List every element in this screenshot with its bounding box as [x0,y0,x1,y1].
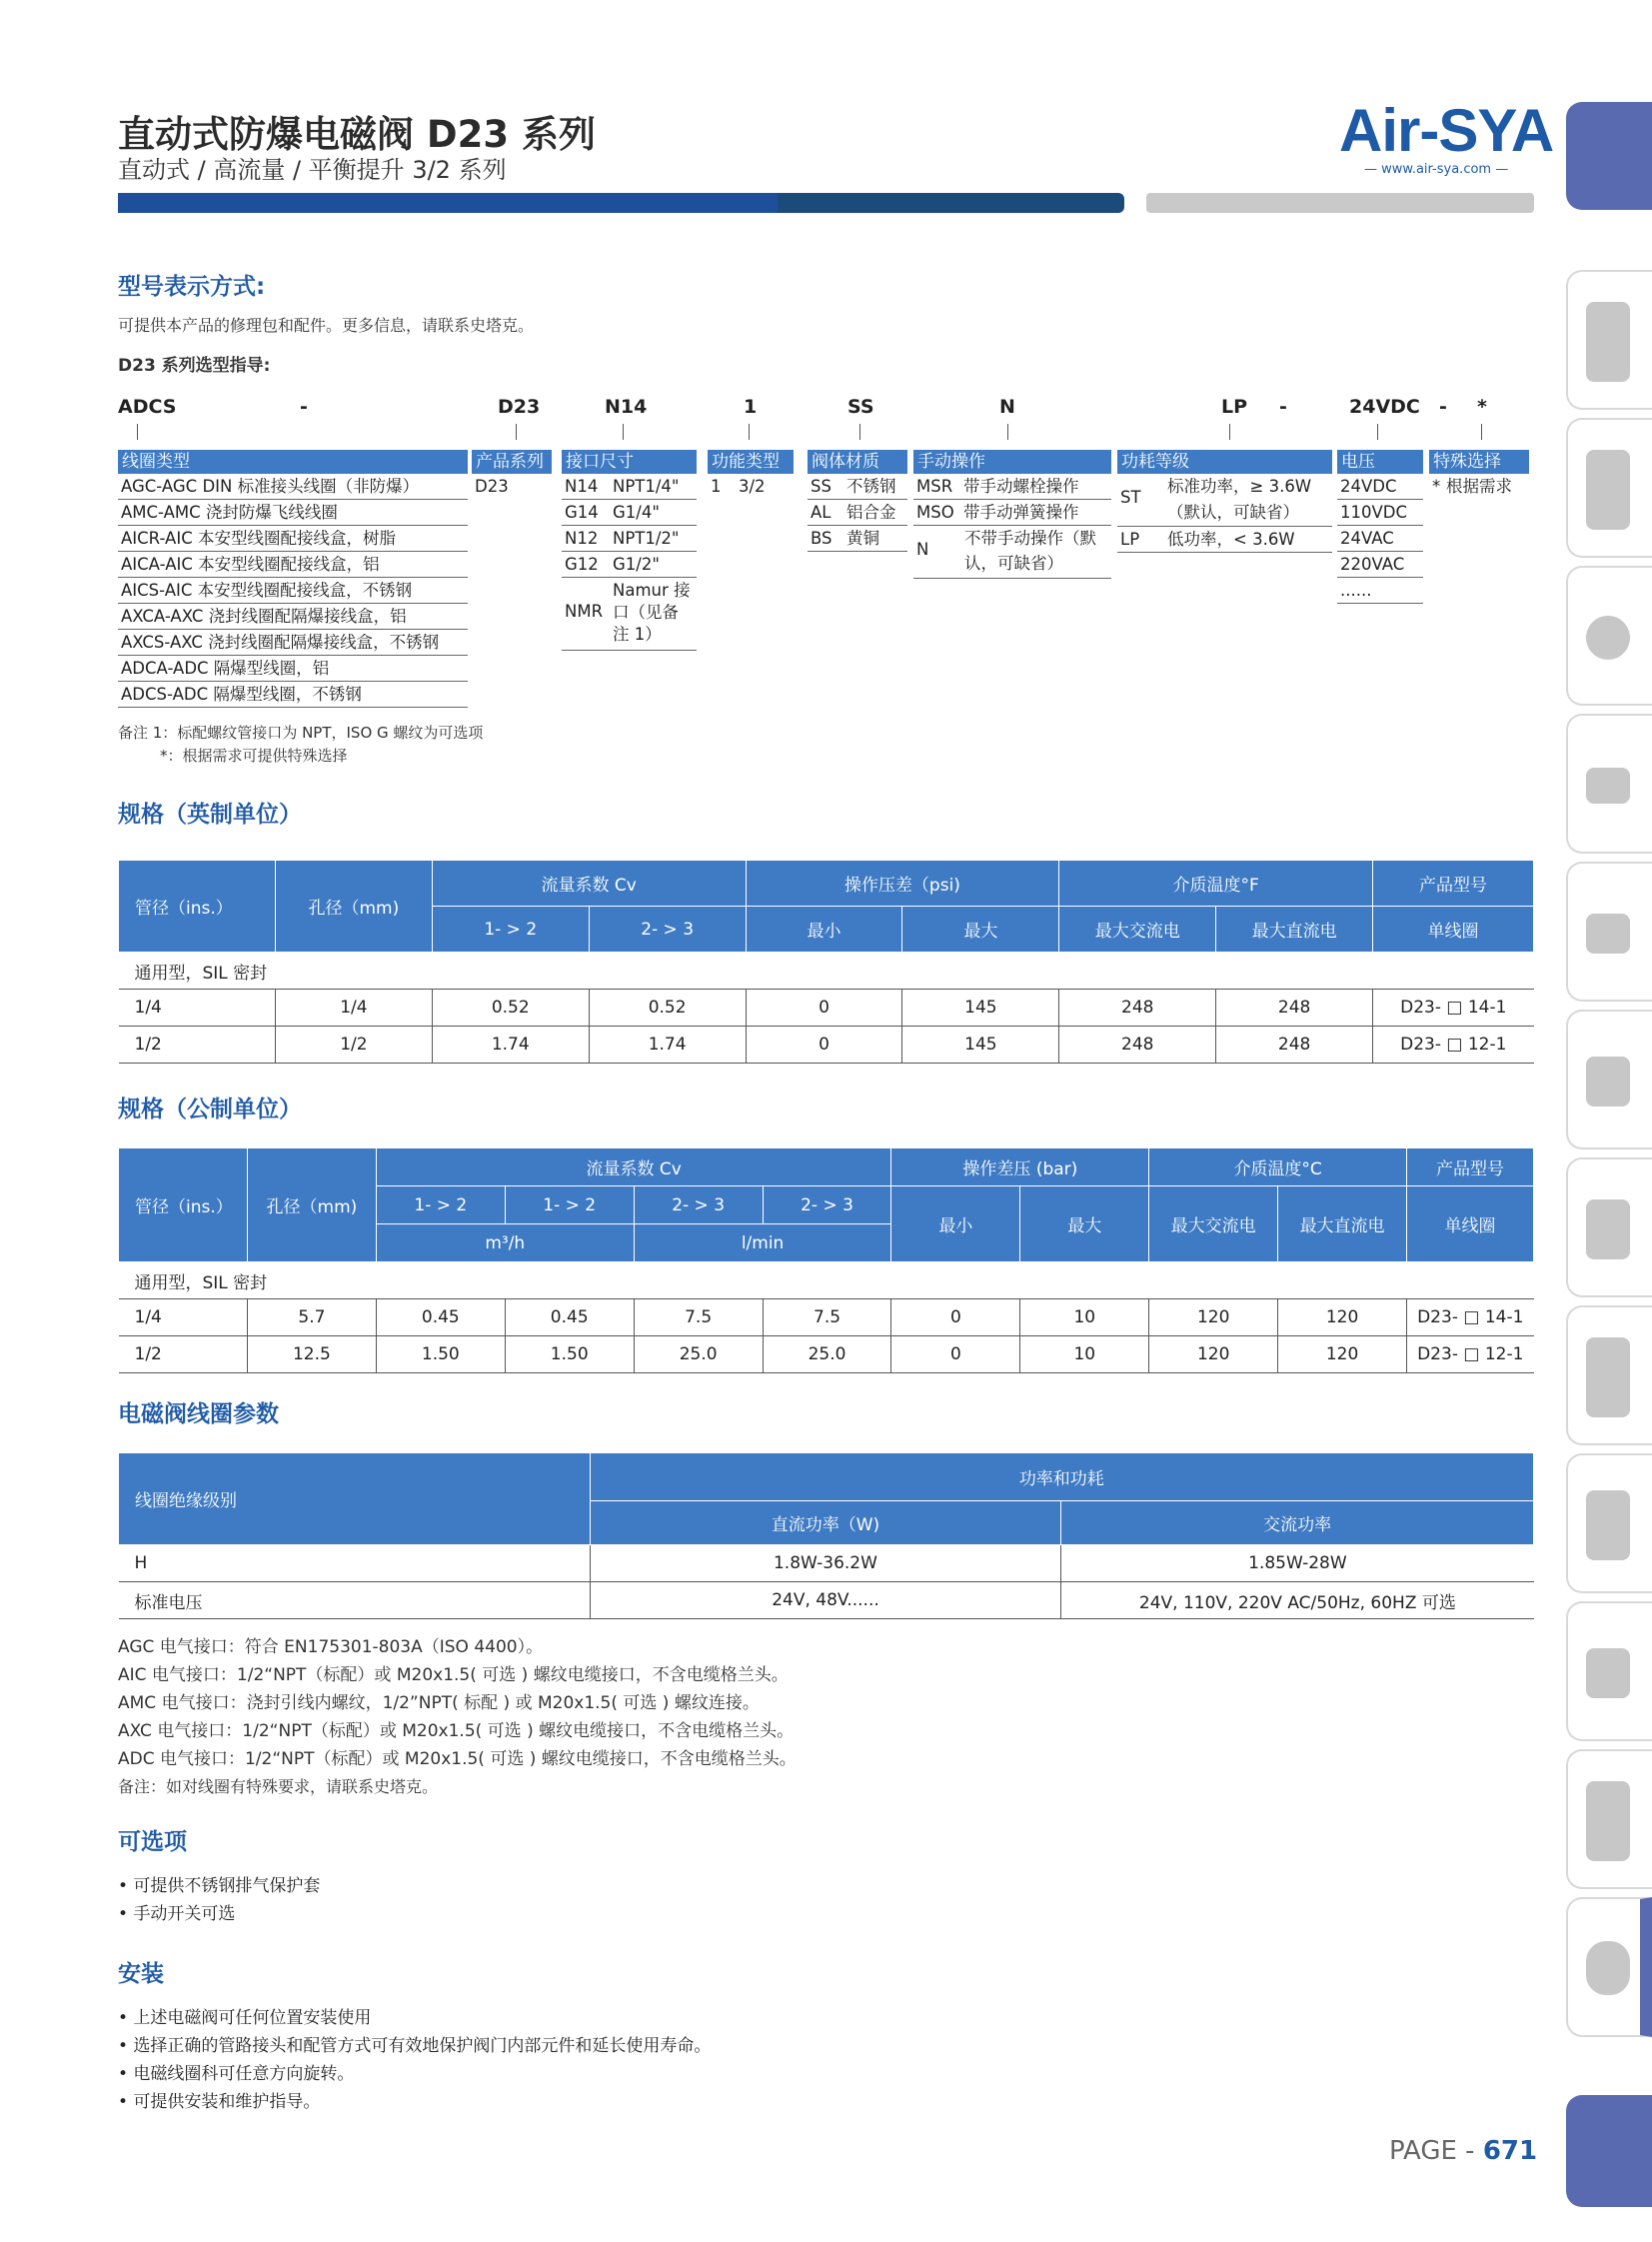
options-item: • 手动开关可选 [118,1904,236,1924]
sub-header: 最大交流电 [1059,907,1216,953]
port-row: N12 NPT1/2" [562,526,697,552]
code-body: SS [847,396,874,418]
model-note: *：根据需求可提供特殊选择 [160,747,348,765]
voltage-row: 24VDC [1337,474,1423,500]
side-tab-fitting[interactable] [1566,1601,1652,1741]
series-column [472,450,552,500]
header-bar-accent [778,193,1124,213]
side-tab-lubricator[interactable] [1566,418,1652,558]
side-tab-actuator[interactable] [1566,862,1652,1002]
explosion-proof-valve-icon [1586,1941,1630,1995]
code-dash: - [1439,396,1447,418]
port-header: 接口尺寸 [562,450,697,474]
filter-icon [1586,302,1630,382]
install-item: • 上述电磁阀可任何位置安装使用 [118,2008,372,2028]
side-tab-solenoid[interactable] [1566,1157,1652,1297]
tick [749,424,750,440]
col-ac-power: 交流功率 [1061,1501,1534,1545]
header-bar-gray [1146,193,1534,213]
body-material-row: BS 黄铜 [808,526,907,552]
series-row: D23 [475,477,509,496]
function-column [708,450,794,500]
tick [1481,424,1482,440]
tick [137,424,138,440]
table-row: 1/4 1/4 0.52 0.52 0 145 248 248 D23- □ 14-1 [119,990,1534,1027]
code-voltage: 24VDC [1349,396,1420,418]
coil-note: AMC 电气接口：浇封引线内螺纹，1/2”NPT( 标配 ) 或 M20x1.5( 可选 ) 螺纹连接。 [118,1693,760,1713]
coil-type-row: AICR-AIC 本安型线圈配接线盒，树脂 [118,526,468,552]
sub-header: 1- > 2 [505,1186,634,1224]
table-row: 标准电压 24V, 48V...... 24V, 110V, 220V AC/50Hz, 60HZ 可选 [119,1582,1534,1619]
col-model: 产品型号 [1407,1148,1534,1186]
side-tab-positioner[interactable] [1566,1453,1652,1593]
voltage-row: 220VAC [1337,552,1423,578]
page-title: 直动式防爆电磁阀 D23 系列 [118,113,596,156]
port-row: G12 G1/2" [562,552,697,578]
table-row: H 1.8W-36.2W 1.85W-28W [119,1545,1534,1582]
port-row: G14 G1/4" [562,500,697,526]
manual-row: MSO 带手动弹簧操作 [913,500,1111,526]
spec-imperial-title: 规格（英制单位） [118,802,302,828]
col-pipe: 管径（ins.） [119,861,276,953]
voltage-row: 110VDC [1337,500,1423,526]
voltage-header: 电压 [1337,450,1423,474]
col-cv: 流量系数 Cv [432,861,746,907]
body-material-row: AL 铝合金 [808,500,907,526]
tick [1007,424,1008,440]
port-row-namur: NMR Namur 接 口（见备 注 1） [562,578,697,651]
page-number: PAGE - 671 [1389,2136,1538,2166]
group-row: 通用型，SIL 密封 [119,1262,1534,1299]
options-title: 可选项 [118,1829,187,1855]
port-column [562,450,697,651]
side-tab-explosion-proof[interactable] [1566,1897,1652,2037]
code-series: D23 [498,396,541,418]
sub-header: 1- > 2 [376,1186,505,1224]
options-item: • 可提供不锈钢排气保护套 [118,1876,321,1896]
coil-note: 备注：如对线圈有特殊要求，请联系史塔克。 [118,1777,439,1796]
code-dash: - [300,396,308,418]
col-pipe: 管径（ins.） [119,1148,248,1262]
side-tab-top[interactable] [1566,102,1652,210]
sub-header: 单线圈 [1407,1186,1534,1262]
body-material-row: SS 不锈钢 [808,474,907,500]
sub-header: 最小 [746,907,902,953]
coil-type-row: AICS-AIC 本安型线圈配接线盒，不锈钢 [118,578,468,604]
coil-type-row: ADCA-ADC 隔爆型线圈，铝 [118,656,468,682]
code-coil: ADCS [118,396,177,418]
code-power: LP [1221,396,1248,418]
coil-note: ADC 电气接口：1/2“NPT（标配）或 M20x1.5( 可选 ) 螺纹电缆接口，不含电缆格兰头。 [118,1749,797,1769]
coil-type-row: AXCS-AXC 浇封线圈配隔爆接线盒，不锈钢 [118,630,468,656]
tick [1229,424,1230,440]
manual-row-none: N 不带手动操作（默 认，可缺省） [913,526,1111,579]
lubricator-icon [1586,450,1630,530]
silencer-icon [1586,1781,1630,1861]
code-function: 1 [744,396,758,418]
header-bar [118,193,778,213]
actuator-icon [1586,914,1630,954]
table-row: 1/2 1/2 1.74 1.74 0 145 248 248 D23- □ 12-1 [119,1027,1534,1064]
sub-header: 最小 [891,1186,1020,1262]
manifold-icon [1586,1337,1630,1417]
sub-header: 最大 [1020,1186,1149,1262]
page-subtitle: 直动式 / 高流量 / 平衡提升 3/2 系列 [118,156,507,184]
sub-header: 2- > 3 [634,1186,763,1224]
manual-header: 手动操作 [913,450,1111,474]
power-header: 功耗等级 [1117,450,1332,474]
col-temp: 介质温度°F [1059,861,1373,907]
side-tab-gauge[interactable] [1566,566,1652,706]
col-model: 产品型号 [1373,861,1534,907]
side-tab-filter[interactable] [1566,270,1652,410]
col-power: 功率和功耗 [590,1453,1533,1501]
function-row: 1 3/2 [711,477,766,496]
function-header: 功能类型 [708,450,794,474]
sub-header: 最大 [902,907,1059,953]
port-row: N14 NPT1/4" [562,474,697,500]
power-row-standard: ST 标准功率，≥ 3.6W （默认，可缺省） [1117,474,1332,527]
coil-type-column [118,450,468,708]
coil-type-row: AGC-AGC DIN 标准接头线圈（非防爆） [118,474,468,500]
power-column [1117,450,1332,553]
col-pressure: 操作差压 (bar) [891,1148,1149,1186]
valve-box-icon [1586,1057,1630,1107]
code-manual: N [999,396,1015,418]
coil-note: AGC 电气接口：符合 EN175301-803A（ISO 4400）。 [118,1637,544,1657]
coil-type-row: AMC-AMC 浇封防爆飞线线圈 [118,500,468,526]
positioner-icon [1586,1490,1630,1560]
coil-note: AXC 电气接口：1/2“NPT（标配）或 M20x1.5( 可选 ) 螺纹电缆接口，不含电缆格兰头。 [118,1721,795,1741]
sub-header: 1- > 2 [432,907,589,953]
sub-header: 最大直流电 [1216,907,1373,953]
manual-column [913,450,1111,579]
sub-header: 2- > 3 [589,907,746,953]
voltage-row: ...... [1337,578,1423,604]
side-tab-valve-box[interactable] [1566,1010,1652,1149]
side-tab-bottom[interactable] [1566,2095,1652,2207]
brand-logo: Air-SYA [1339,97,1554,164]
voltage-row: 24VAC [1337,526,1423,552]
col-pressure: 操作压差（psi) [746,861,1059,907]
power-row-low: LP 低功率，< 3.6W [1117,527,1332,553]
table-row: 1/4 5.7 0.45 0.45 7.5 7.5 0 10 120 120 D23- □ 14-1 [119,1299,1534,1336]
coil-type-row: AICA-AIC 本安型线圈配接线盒，铝 [118,552,468,578]
side-tab-cylinder[interactable] [1566,714,1652,854]
cylinder-icon [1586,768,1630,804]
spec-metric-title: 规格（公制单位） [118,1097,302,1122]
brand-url: — www.air-sya.com — [1364,162,1509,177]
special-column [1429,450,1529,500]
sub-header: 单线圈 [1373,907,1534,953]
special-row: * 根据需求 [1432,477,1512,496]
tick [859,424,860,440]
col-orifice: 孔径（mm) [247,1148,376,1262]
spec-imperial-table [118,860,1534,1064]
model-section-title: 型号表示方式: [118,274,266,300]
unit-lmin: l/min [634,1224,891,1262]
guide-title: D23 系列选型指导: [118,356,271,376]
series-header: 产品系列 [472,450,552,474]
side-tab-manifold[interactable] [1566,1305,1652,1445]
gauge-icon [1586,616,1630,660]
special-header: 特殊选择 [1429,450,1529,474]
group-row: 通用型，SIL 密封 [119,953,1534,990]
voltage-column [1337,450,1423,604]
code-special: * [1477,396,1487,418]
code-port: N14 [605,396,648,418]
install-item: • 选择正确的管路接头和配管方式可有效地保护阀门内部元件和延长使用寿命。 [118,2036,712,2056]
solenoid-icon [1586,1199,1630,1259]
fitting-icon [1586,1648,1630,1698]
side-tab-silencer[interactable] [1566,1749,1652,1889]
coil-note: AIC 电气接口：1/2“NPT（标配）或 M20x1.5( 可选 ) 螺纹电缆接口，不含电缆格兰头。 [118,1665,789,1685]
body-material-header: 阀体材质 [808,450,907,474]
coil-type-row: ADCS-ADC 隔爆型线圈，不锈钢 [118,682,468,708]
code-dash: - [1279,396,1287,418]
model-intro: 可提供本产品的修理包和配件。更多信息，请联系史塔克。 [118,316,535,335]
col-cv: 流量系数 Cv [376,1148,891,1186]
spec-metric-table [118,1147,1534,1373]
tick [1377,424,1378,440]
col-temp: 介质温度°C [1149,1148,1407,1186]
manual-row: MSR 带手动螺栓操作 [913,474,1111,500]
sub-header: 2- > 3 [763,1186,891,1224]
col-orifice: 孔径（mm) [275,861,432,953]
coil-params-title: 电磁阀线圈参数 [118,1401,279,1427]
sub-header: 最大直流电 [1278,1186,1407,1262]
sub-header: 最大交流电 [1149,1186,1278,1262]
tick [516,424,517,440]
install-title: 安装 [118,1961,164,1987]
install-item: • 电磁线圈科可任意方向旋转。 [118,2064,355,2084]
tick [623,424,624,440]
model-note: 备注 1：标配螺纹管接口为 NPT，ISO G 螺纹为可选项 [118,724,484,742]
col-insulation-class: 线圈绝缘级别 [119,1453,591,1545]
table-row: 1/2 12.5 1.50 1.50 25.0 25.0 0 10 120 120 D23- □ 12-1 [119,1336,1534,1373]
col-dc-power: 直流功率（W) [590,1501,1061,1545]
body-material-column [808,450,907,552]
unit-m3h: m³/h [376,1224,634,1262]
coil-type-row: AXCA-AXC 浇封线圈配隔爆接线盒，铝 [118,604,468,630]
coil-type-header: 线圈类型 [118,450,468,474]
coil-params-table [118,1452,1534,1619]
install-item: • 可提供安装和维护指导。 [118,2092,321,2112]
